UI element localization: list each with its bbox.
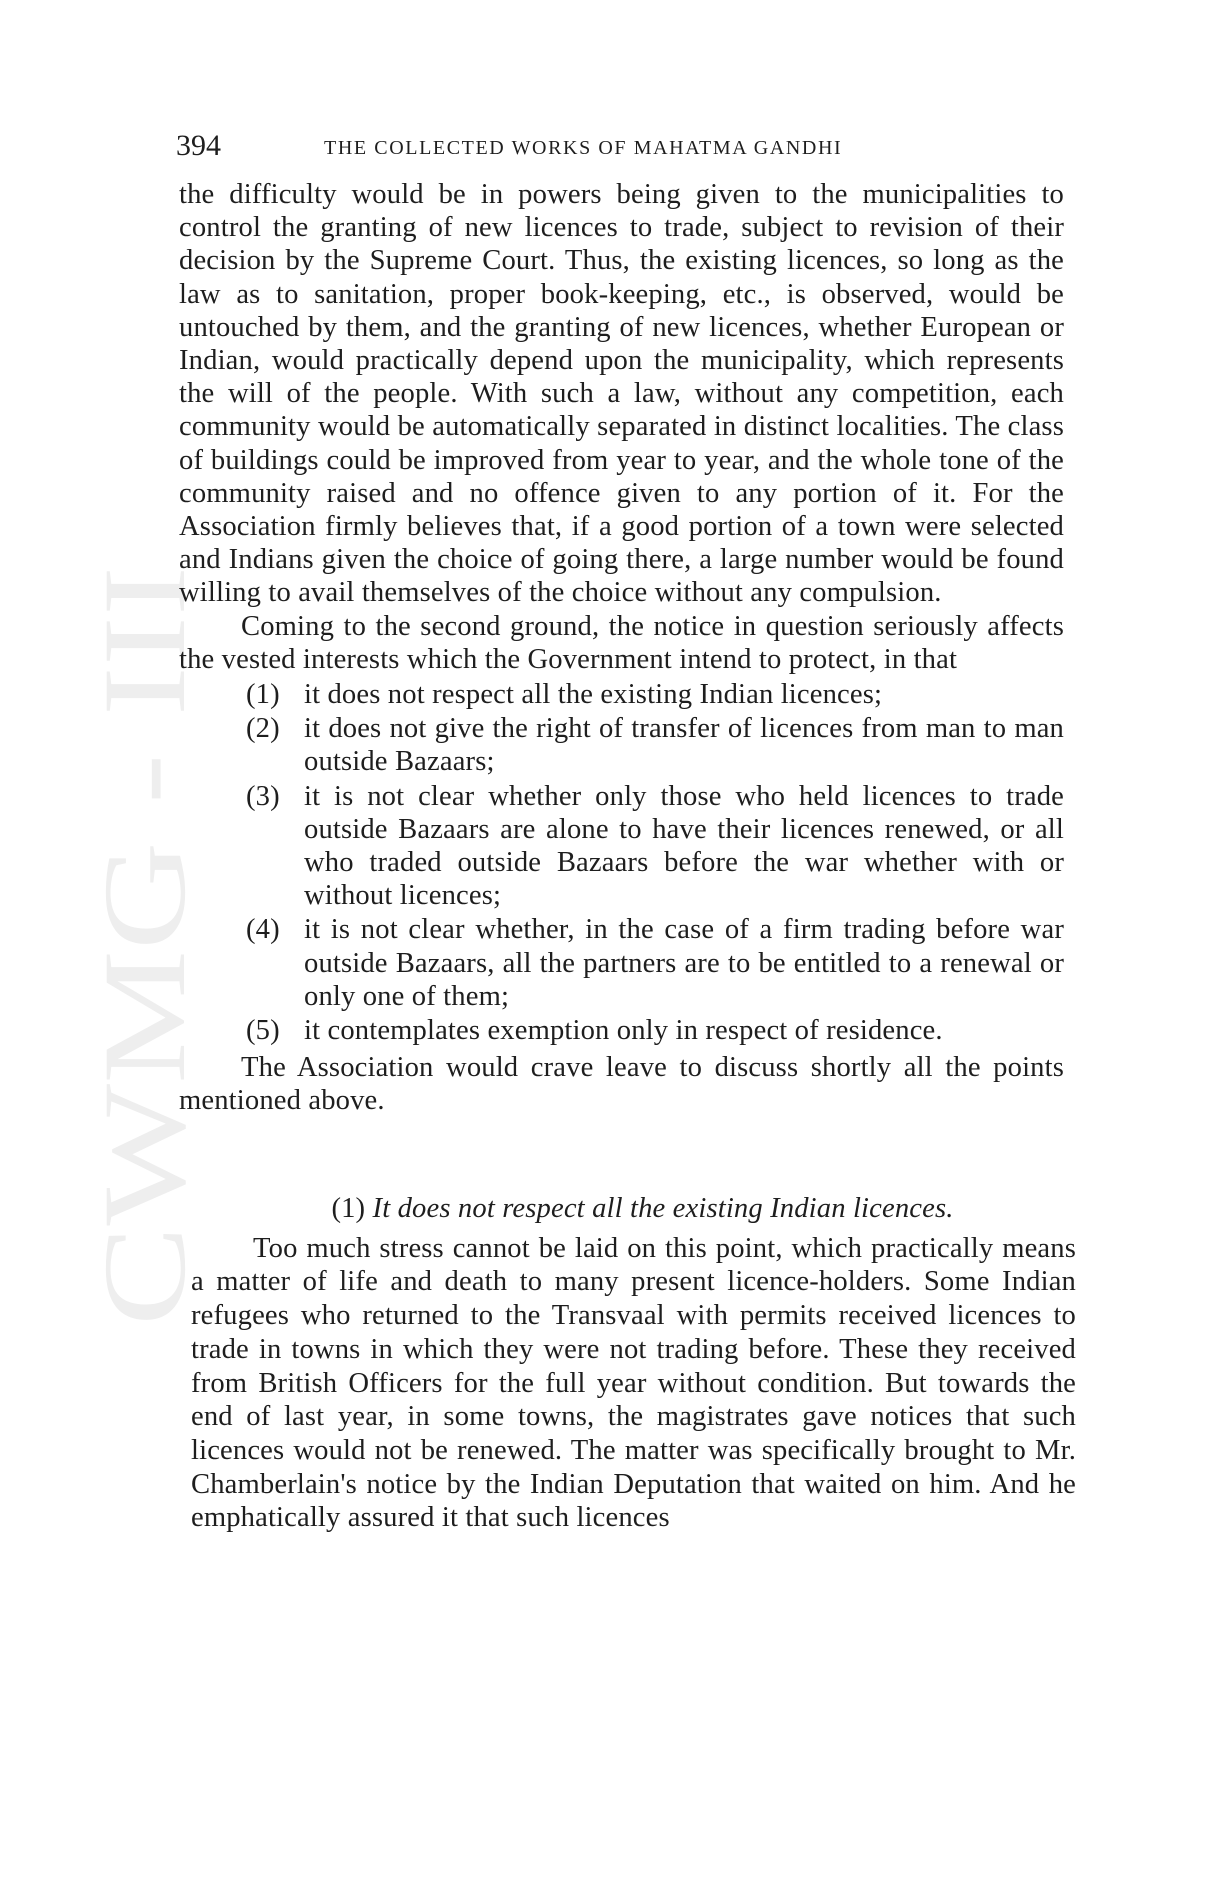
list-item-number: (3) [246,780,280,812]
list-item-text: it does not give the right of transfer of licences from man to man outside Bazaars; [304,713,1064,778]
conditions-list [179,678,1064,1047]
list-item [246,780,1064,913]
list-item-number: (5) [246,1015,280,1047]
list-item [246,678,1064,711]
paragraph-continued: the difficulty would be in powers being given to the municipalities to control the granting of new licences to trade, subject to revision of their decision by the Supreme Court. Thus, the existing licences, so long as the law as to sanitation, proper book-keeping, etc., is observed, would be untouched by them, and the granting of new licences, whether European or Indian, would practically depend upon the municipality, which represents the will of the people. With such a law, without any competition, each community would be automatically separated in distinct localities. The class of buildings could be improved from year to year, and the whole tone of the community raised and no offence given to any portion of it. For the Association firmly believes that, if a good portion of a town were selected and Indians given the choice of going there, a large number would be found willing to avail themselves of the choice without any compulsion. [179,179,1064,609]
running-title: THE COLLECTED WORKS OF MAHATMA GANDHI [324,137,843,159]
paragraph-stress: Too much stress cannot be laid on this point, which practically means a matter of life and death to many present licence-holders. Some Indian refugees who returned to the Transvaal with permits received licences to trade in towns in which they were not trading before. These they received from British Officers for the full year without condition. But towards the end of last year, in some towns, the magistrates gave notices that such licences would not be renewed. The matter was specifically brought to Mr. Chamberlain's notice by the Indian Deputation that waited on him. And he emphatically assured it that such licences [191,1232,1076,1534]
paragraph-second-ground: Coming to the second ground, the notice in question seriously affects the vested interests which the Government intend to protect, in that [179,610,1064,675]
main-text [179,178,1064,1124]
paragraph-discuss: The Association would crave leave to discuss shortly all the points mentioned above. [179,1052,1064,1117]
list-item-text: it is not clear whether only those who held licences to trade outside Bazaars are alone to have their licences renewed, or all who traded outside Bazaars before the war whether with or without licences; [304,780,1064,912]
watermark-text: CWMG - III [79,729,210,1326]
list-item [246,712,1064,778]
list-item [246,913,1064,1013]
list-item-number: (4) [246,914,280,946]
list-item-text: it contemplates exemption only in respect of residence. [304,1015,943,1047]
section-heading-number: (1) [331,1193,366,1224]
section-heading-text: It does not respect all the existing Indian licences. [372,1193,954,1224]
list-item [246,1014,1064,1047]
list-item-number: (2) [246,713,280,745]
list-item-text: it is not clear whether, in the case of a firm trading before war outside Bazaars, all the partners are to be entitled to a renewal or only one of them; [304,914,1064,1012]
page-number: 394 [176,129,221,162]
list-item-text: it does not respect all the existing Indian licences; [304,679,883,711]
page-header [176,126,1076,166]
section-heading [191,1192,1076,1226]
section-one [191,1188,1076,1535]
list-item-number: (1) [246,679,280,711]
